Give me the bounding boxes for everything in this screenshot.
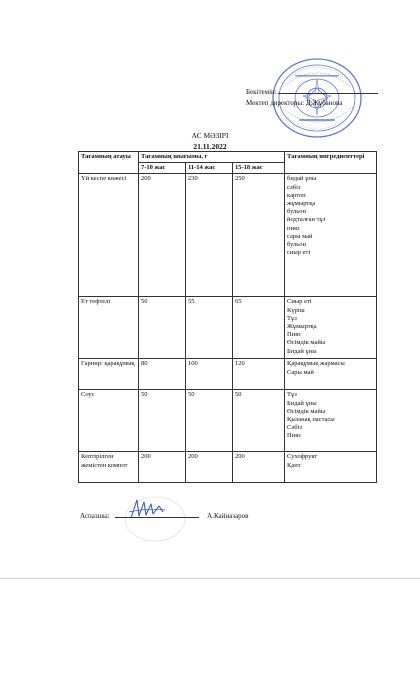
portion-11-14-cell: 55: [186, 297, 233, 359]
dish-name-cell: Үй кеспе көжесі: [79, 174, 139, 297]
ingredients-cell: [285, 297, 377, 359]
table-row: [79, 297, 377, 359]
ingredient-item: Сухофрукт: [287, 453, 318, 461]
ingredient-item: Бидай ұны: [287, 347, 317, 355]
cook-label: Аспазшы:: [80, 512, 110, 520]
ingredients-cell: [285, 390, 377, 452]
ingredient-item: Пияз: [287, 331, 301, 339]
page-bottom-edge: [0, 578, 420, 579]
approved-label: Бекітемін:: [246, 88, 277, 96]
portion-11-14-cell: 50: [186, 390, 233, 452]
ingredient-item: Сиыр еті: [287, 298, 312, 306]
dish-name-cell: Гарнир: қарақұмық: [79, 359, 139, 390]
header-age-11-14: 11-14 жас: [186, 163, 233, 174]
portion-7-10-cell: 80: [139, 359, 186, 390]
portion-7-10-cell: 50: [139, 297, 186, 359]
ingredient-item: Өсімдік майы: [287, 339, 326, 347]
portion-11-14-cell: 200: [186, 452, 233, 483]
ingredient-item: бидай ұны: [287, 175, 317, 183]
director-label: Мектеп директоры:: [246, 99, 305, 107]
cook-signature-line: [115, 510, 199, 518]
header-dish: Тағамның атауы: [79, 152, 139, 174]
portion-15-18-cell: 120: [233, 359, 285, 390]
table-row: [79, 359, 377, 390]
ingredients-cell: [285, 174, 377, 297]
header-age-7-10: 7-10 жас: [139, 163, 186, 174]
ingredient-item: Қарақұмық жармасы: [287, 360, 345, 368]
dish-name-cell: Соус: [79, 390, 139, 452]
ingredient-item: Тұз: [287, 391, 297, 399]
signature-row: [80, 510, 248, 520]
ingredient-item: жұмыртқа: [287, 200, 316, 208]
header-portion: Тағамның шығымы, г: [139, 152, 285, 163]
portion-7-10-cell: 200: [139, 174, 186, 297]
ingredient-item: сәбіз: [287, 183, 301, 191]
menu-table-body: [79, 174, 377, 483]
ingredient-item: пияз: [287, 224, 300, 232]
table-header-row: [79, 152, 377, 163]
menu-date: 21.11.2022: [193, 142, 227, 151]
table-row: [79, 174, 377, 297]
page-title: АС МӘЗІРІ: [191, 131, 229, 140]
ingredient-item: Қант: [287, 461, 301, 469]
header-age-15-18: 15-18 жас: [233, 163, 285, 174]
table-row: [79, 452, 377, 483]
ingredient-item: Бидай ұны: [287, 399, 317, 407]
ingredient-item: Қызанақ пастасы: [287, 416, 335, 424]
dish-name-cell: Кептірілген жемістен компот: [79, 452, 139, 483]
ingredient-item: сиыр еті: [287, 249, 311, 257]
ingredient-item: бульон: [287, 208, 306, 216]
portion-7-10-cell: 200: [139, 452, 186, 483]
ingredient-item: сары май: [287, 232, 313, 240]
menu-table: [78, 151, 377, 483]
ingredient-item: йодталған тұз: [287, 216, 326, 224]
dish-name-cell: Ет тефтелі: [79, 297, 139, 359]
portion-15-18-cell: 65: [233, 297, 285, 359]
ingredient-item: Күріш: [287, 306, 305, 314]
director-name: Д.Жұбанова: [305, 99, 343, 107]
approval-signature-line: [278, 86, 378, 94]
portion-11-14-cell: 100: [186, 359, 233, 390]
portion-7-10-cell: 50: [139, 390, 186, 452]
header-ingredients: Тағамның ингредиенттері: [285, 152, 377, 174]
portion-11-14-cell: 230: [186, 174, 233, 297]
ingredients-cell: [285, 452, 377, 483]
table-row: [79, 390, 377, 452]
ingredient-item: Сары май: [287, 368, 314, 376]
cook-name: А.Кайназаров: [207, 512, 249, 520]
ingredient-item: картоп: [287, 191, 306, 199]
approval-block: [246, 86, 378, 109]
portion-15-18-cell: 50: [233, 390, 285, 452]
title-block: [0, 130, 420, 152]
portion-15-18-cell: 250: [233, 174, 285, 297]
ingredients-cell: [285, 359, 377, 390]
ingredient-item: Жұмыртқа: [287, 323, 317, 331]
ingredient-item: Сәбіз: [287, 424, 302, 432]
ingredient-item: Пияз: [287, 432, 301, 440]
ingredient-item: Тұз: [287, 314, 297, 322]
ingredient-item: бульон: [287, 241, 306, 249]
portion-15-18-cell: 200: [233, 452, 285, 483]
ingredient-item: Өсімдік майы: [287, 407, 326, 415]
